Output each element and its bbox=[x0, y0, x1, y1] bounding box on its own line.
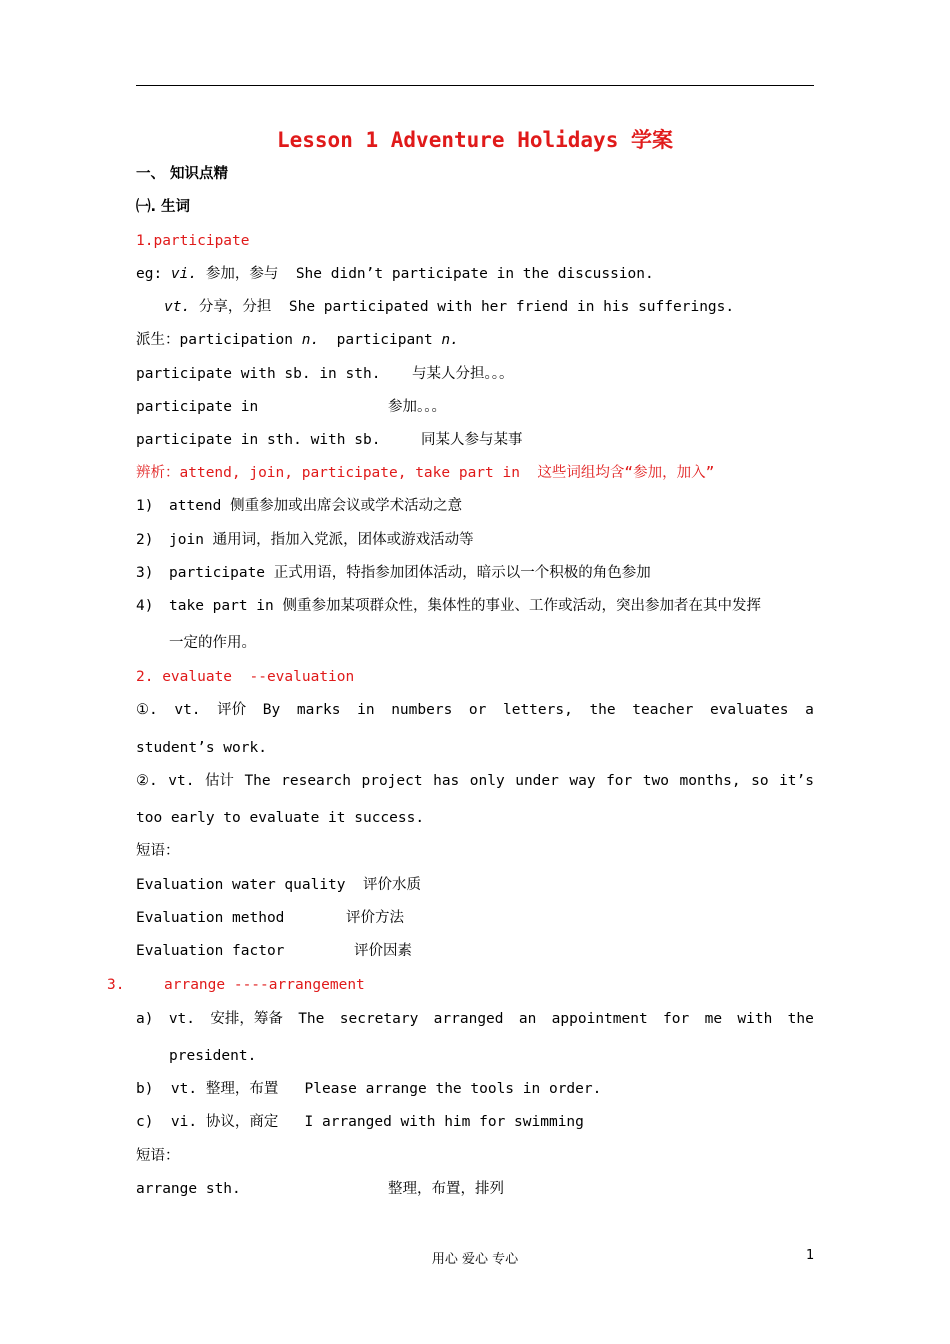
page-number: 1 bbox=[806, 1248, 815, 1263]
word1-heading: 1.participate bbox=[136, 233, 250, 249]
word-token: vt. bbox=[168, 773, 195, 789]
phrase-en: participate in bbox=[136, 399, 259, 415]
word-token: evaluates bbox=[709, 702, 789, 718]
word2-heading: 2. evaluate --evaluation bbox=[136, 669, 355, 685]
word-token: an bbox=[518, 1011, 537, 1027]
list-number: 2) bbox=[136, 532, 154, 548]
phrase-zh: 与某人分担。。。 bbox=[412, 366, 514, 382]
phrase-en: arrange sth. bbox=[136, 1181, 241, 1197]
word-token: ②. bbox=[136, 773, 158, 789]
vi-pos: vi. bbox=[170, 266, 198, 282]
word-token: arranged bbox=[433, 1011, 504, 1027]
derive-mid: participant bbox=[319, 332, 442, 348]
footer-text: 用心 爱心 专心 bbox=[431, 1252, 519, 1267]
word-token: 安排，筹备 bbox=[210, 1011, 283, 1027]
distinguish-line: 辨析：attend, join, participate, take part in 这些词组均含“参加，加入” bbox=[136, 465, 715, 481]
word3-sense-a bbox=[136, 1009, 814, 1029]
header-rule bbox=[136, 85, 814, 86]
word3-sense-a-cont: president. bbox=[169, 1048, 257, 1064]
phrase-zh: 评价水质 bbox=[363, 877, 421, 893]
word1-vt-line bbox=[164, 297, 734, 317]
word-token: the bbox=[787, 1011, 814, 1027]
phrase-zh: 整理，布置，排列 bbox=[388, 1181, 504, 1197]
phrase-en: Evaluation water quality bbox=[136, 877, 346, 893]
word-token: The bbox=[244, 773, 271, 789]
word-token: the bbox=[589, 702, 616, 718]
word-token: two bbox=[642, 773, 669, 789]
page-title: Lesson 1 Adventure Holidays 学案 bbox=[276, 128, 673, 152]
derive-label: 派生：participation bbox=[136, 332, 302, 348]
word2-sense2-cont: too early to evaluate it success. bbox=[136, 810, 425, 826]
word-token: for bbox=[606, 773, 633, 789]
vi-meaning: 参加，参与 She didn’t participate in the discussion. bbox=[197, 266, 654, 282]
list-text: participate 正式用语，特指参加团体活动，暗示以一个积极的角色参加 bbox=[169, 565, 651, 581]
word-token: project bbox=[361, 773, 423, 789]
word2-sense1-cont: student’s work. bbox=[136, 740, 267, 756]
phrase-zh: 评价方法 bbox=[346, 910, 404, 926]
word-token: it’s bbox=[779, 773, 814, 789]
list-number: 4) bbox=[136, 598, 154, 614]
word-token: appointment bbox=[551, 1011, 648, 1027]
word-token: a) bbox=[136, 1011, 154, 1027]
phrase-label: 短语： bbox=[136, 843, 180, 859]
phrase-en: Evaluation factor bbox=[136, 943, 285, 959]
word-token: with bbox=[737, 1011, 773, 1027]
phrase-zh: 参加。。。 bbox=[388, 399, 446, 415]
list-text: attend 侧重参加或出席会议或学术活动之意 bbox=[169, 498, 463, 514]
word3-heading: arrange ----arrangement bbox=[164, 977, 365, 993]
word-token: secretary bbox=[339, 1011, 419, 1027]
phrase-en: participate with sb. in sth. bbox=[136, 366, 381, 382]
word3-sense-b: b) vt. 整理，布置 Please arrange the tools in order. bbox=[136, 1081, 602, 1097]
derive-n1: n. bbox=[301, 332, 320, 348]
word-token: research bbox=[281, 773, 351, 789]
word-token: 估计 bbox=[204, 773, 234, 789]
word1-derive-line bbox=[136, 330, 459, 350]
list-item bbox=[136, 530, 474, 550]
word-token: 评价 bbox=[217, 702, 247, 718]
word-token: vt. bbox=[174, 702, 201, 718]
list-number: 1) bbox=[136, 498, 154, 514]
word-token: me bbox=[704, 1011, 723, 1027]
word-token: By bbox=[262, 702, 281, 718]
word-token: letters, bbox=[502, 702, 573, 718]
list-item-continuation: 一定的作用。 bbox=[169, 635, 256, 651]
word2-sense1 bbox=[136, 700, 814, 720]
vt-meaning: 分享，分担 She participated with her friend in his sufferings. bbox=[190, 299, 735, 315]
word-token: only bbox=[469, 773, 505, 789]
phrase-label: 短语： bbox=[136, 1148, 180, 1164]
subsection-heading: ㈠. 生词 bbox=[136, 199, 191, 215]
list-text: join 通用词，指加入党派，团体或游戏活动等 bbox=[169, 532, 474, 548]
word-token: teacher bbox=[632, 702, 694, 718]
word-token: numbers bbox=[391, 702, 453, 718]
vt-pos: vt. bbox=[164, 299, 191, 315]
list-text: take part in 侧重参加某项群众性，集体性的事业、工作或活动，突出参加者在其中发挥 bbox=[169, 598, 761, 614]
word-token: ①. bbox=[136, 702, 158, 718]
word-token: a bbox=[805, 702, 814, 718]
list-item bbox=[136, 596, 761, 616]
word3-sense-c: c) vi. 协议，商定 I arranged with him for swimming bbox=[136, 1114, 584, 1130]
phrase-zh: 同某人参与某事 bbox=[421, 432, 523, 448]
word-token: under bbox=[515, 773, 559, 789]
phrase-zh: 评价因素 bbox=[354, 943, 412, 959]
list-item bbox=[136, 496, 462, 516]
section-heading: 一、 知识点精 bbox=[136, 166, 229, 182]
word-token: The bbox=[298, 1011, 325, 1027]
word-token: for bbox=[663, 1011, 690, 1027]
word-token: in bbox=[357, 702, 375, 718]
list-number: 3) bbox=[136, 565, 154, 581]
word-token: vt. bbox=[168, 1011, 196, 1027]
word-token: or bbox=[468, 702, 487, 718]
derive-n2: n. bbox=[441, 332, 459, 348]
word-token: way bbox=[569, 773, 596, 789]
eg-prefix: eg: bbox=[136, 266, 171, 282]
word-token: marks bbox=[296, 702, 341, 718]
phrase-en: Evaluation method bbox=[136, 910, 285, 926]
word1-vi-line bbox=[136, 264, 654, 284]
phrase-en: participate in sth. with sb. bbox=[136, 432, 381, 448]
word2-sense2 bbox=[136, 771, 814, 791]
list-item bbox=[136, 563, 651, 583]
word-token: months, bbox=[679, 773, 741, 789]
word-token: so bbox=[751, 773, 769, 789]
word-token: has bbox=[433, 773, 460, 789]
word3-number: 3. bbox=[107, 977, 125, 993]
